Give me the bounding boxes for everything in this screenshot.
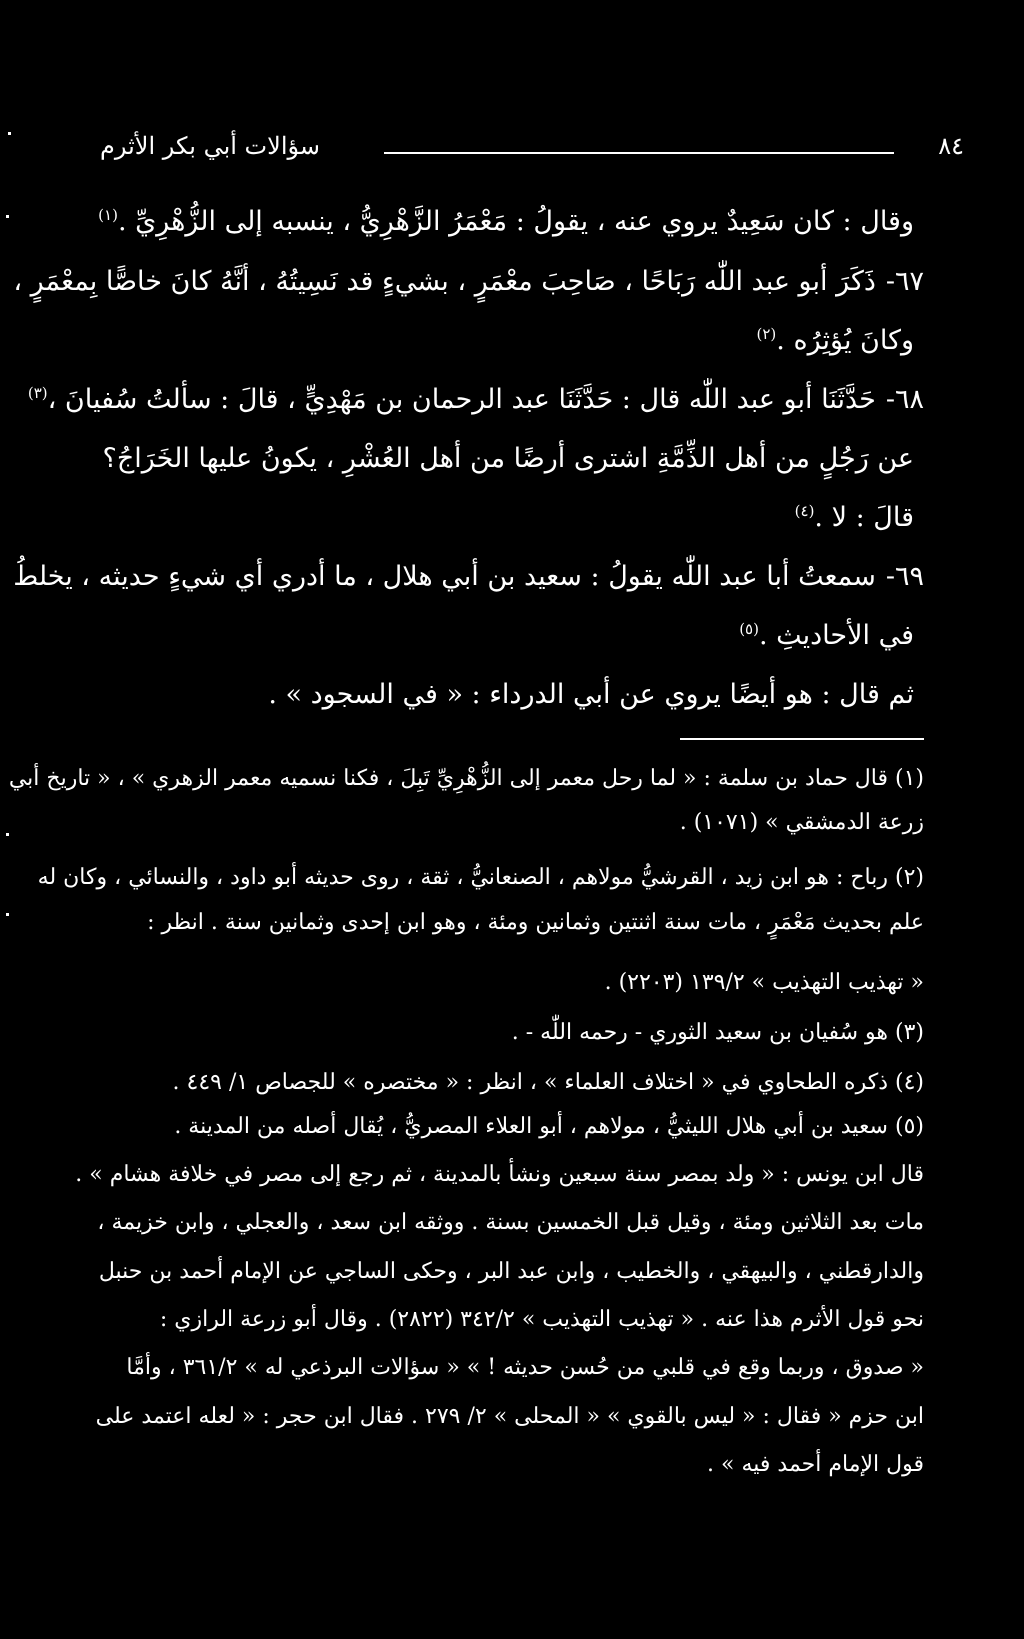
main-text: ذَكَرَ أبو عبد اللّٰه رَبَاحًا ، صَاحِبَ معْمَرٍ ، بشيءٍ قد نَسِيتُهُ ، أنَّهُ كانَ خاصًّا بِمعْمَرٍ ، xyxy=(13,266,876,297)
footnote-line: (٣) هو سُفيان بن سعيد الثوري - رحمه اللّٰه - . xyxy=(511,1020,924,1045)
scan-mark xyxy=(6,215,9,218)
footnote-line: نحو قول الأثرم هذا عنه . « تهذيب التهذيب » ٣٤٢/٢ (٢٨٢٢) . وقال أبو زرعة الرازي : xyxy=(159,1307,924,1332)
main-line xyxy=(13,550,924,597)
footnote-line: (٢) رباح : هو ابن زيد ، القرشيُّ مولاهم ، الصنعانيُّ ، ثقة ، روى حديثه أبو داود ، والنسائي ، وكان له xyxy=(37,865,924,890)
footnote-separator xyxy=(680,738,924,740)
main-text: قالَ : لا . xyxy=(814,502,914,533)
footnote-line: (٤) ذكره الطحاوي في « اختلاف العلماء » ، انظر : « مختصره » للجصاص ١/ ٤٤٩ . xyxy=(172,1070,924,1095)
footnote-ref: (٥) xyxy=(739,620,759,638)
footnote-line: (٥) سعيد بن أبي هلال الليثيُّ ، مولاهم ، أبو العلاء المصريُّ ، يُقال أصله من المدينة . xyxy=(174,1114,924,1139)
footnote-ref: (١) xyxy=(98,206,118,224)
main-text: وقال : كان سَعِيدٌ يروي عنه ، يقولُ : مَعْمَرُ الزَّهْرِيُّ ، ينسبه إلى الزُّهْرِيِّ . xyxy=(117,206,914,237)
footnote-line: مات بعد الثلاثين ومئة ، وقيل قبل الخمسين بسنة . ووثقه ابن سعد ، والعجلي ، وابن خزيمة ، xyxy=(97,1210,924,1235)
entry-number xyxy=(914,325,924,356)
footnote-line: علم بحديث مَعْمَرٍ ، مات سنة اثنتين وثمانين ومئة ، وهو ابن إحدى وثمانين سنة . انظر : xyxy=(147,910,924,935)
main-text: عن رَجُلٍ من أهل الذِّمَّةِ اشترى أرضًا من أهل العُشْرِ ، يكونُ عليها الخَرَاجُ؟ xyxy=(102,443,914,474)
footnote-line: قول الإمام أحمد فيه » . xyxy=(707,1452,924,1477)
entry-number: ٦٩- xyxy=(885,561,924,592)
entry-number xyxy=(914,679,924,710)
entry-number xyxy=(914,206,924,237)
footnote-ref: (٤) xyxy=(794,502,815,520)
main-text: حَدَّثَنَا أبو عبد اللّٰه قال : حَدَّثَنَا عبد الرحمان بن مَهْدِيٍّ ، قالَ : سألتُ سُفيانَ ، xyxy=(47,384,876,415)
main-text: سمعتُ أبا عبد اللّٰه يقولُ : سعيد بن أبي هلال ، ما أدري أي شيءٍ حديثه ، يخلطُ xyxy=(13,561,876,592)
header-title: سؤالات أبي بكر الأثرم xyxy=(100,132,321,160)
main-line xyxy=(100,432,924,479)
footnote-ref: (٣) xyxy=(27,384,48,402)
entry-number xyxy=(914,620,924,651)
running-header xyxy=(100,132,964,172)
footnote-line: والدارقطني ، والبيهقي ، والخطيب ، وابن عبد البر ، وحكى الساجي عن الإمام أحمد بن حنبل xyxy=(98,1259,924,1284)
scan-mark xyxy=(6,913,9,916)
entry-number: ٦٧- xyxy=(885,266,924,297)
main-line xyxy=(100,668,924,715)
main-text: ثم قال : هو أيضًا يروي عن أبي الدرداء : « في السجود » . xyxy=(268,679,914,710)
main-text: وكانَ يُؤثِرُه . xyxy=(776,325,914,356)
main-line xyxy=(100,609,924,656)
entry-number xyxy=(914,443,924,474)
header-rule xyxy=(384,152,894,154)
main-line xyxy=(100,491,924,538)
main-line xyxy=(100,314,924,361)
main-text: في الأحاديثِ . xyxy=(758,620,914,651)
footnote-line: زرعة الدمشقي » (١٠٧١) . xyxy=(679,810,924,835)
main-line xyxy=(27,373,924,420)
footnote-line: (١) قال حماد بن سلمة : « لما رحل معمر إلى الزُّهْرِيِّ تَبِلَ ، فكنا نسميه معمر الزهري » ، « تاريخ أبي xyxy=(8,766,924,791)
footnote-line: « صدوق ، وربما وقع في قلبي من حُسن حديثه ! » « سؤالات البرذعي له » ٣٦١/٢ ، وأمَّا xyxy=(126,1355,924,1380)
footnote-line: قال ابن يونس : « ولد بمصر سنة سبعين ونشأ بالمدينة ، ثم رجع إلى مصر في خلافة هشام » . xyxy=(75,1162,924,1187)
scan-mark xyxy=(6,833,9,836)
entry-number: ٦٨- xyxy=(885,384,924,415)
main-line xyxy=(13,255,924,302)
main-line xyxy=(100,195,924,242)
scan-mark xyxy=(8,132,11,135)
footnote-line: « تهذيب التهذيب » ١٣٩/٢ (٢٢٠٣) . xyxy=(604,970,924,995)
footnote-line: ابن حزم « فقال : « ليس بالقوي » « المحلى » ٢/ ٢٧٩ . فقال ابن حجر : « لعله اعتمد على xyxy=(95,1404,924,1429)
footnote-ref: (٢) xyxy=(756,325,777,343)
page-number: ٨٤ xyxy=(938,132,964,160)
entry-number xyxy=(914,502,924,533)
